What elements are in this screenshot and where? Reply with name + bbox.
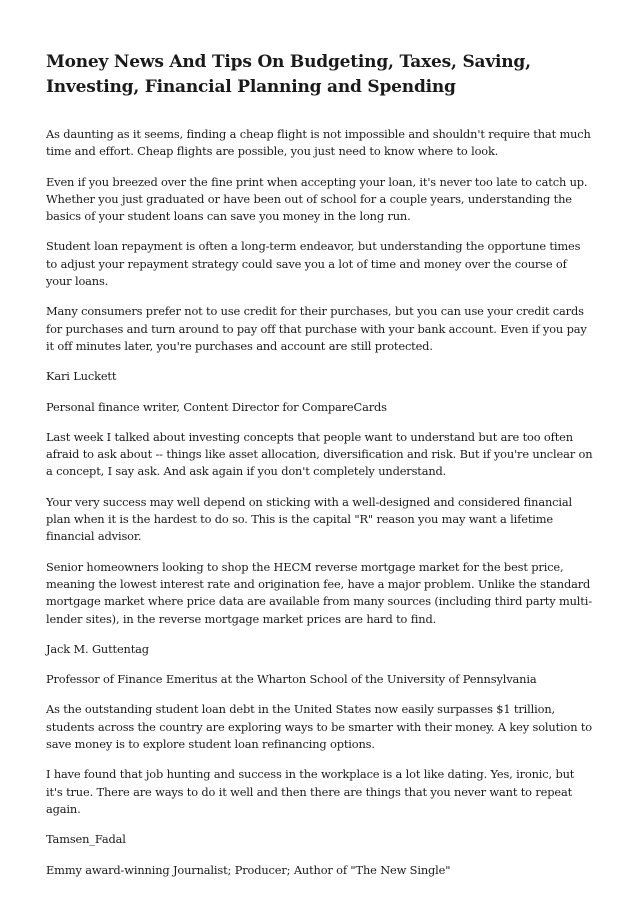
document-page [46, 50, 594, 892]
paragraph-job-hunting: I have found that job hunting and success in the workplace is a lot like dating. Yes, ironic, but it's true. There are ways to do it well and then there are things that you never want to repeat again. [46, 767, 575, 816]
paragraph-financial-plan: Your very success may well depend on sticking with a well-designed and considered financial plan when it is the hardest to do so. This is the capital "R" reason you may want a lifetime financial advisor. [46, 494, 572, 544]
paragraph-loan-refinancing: As the outstanding student loan debt in the United States now easily surpasses $1 trillion, students across the country are exploring ways to be smarter with their money. A key solution to save money is to explore student loan refinancing options. [46, 702, 593, 752]
author-name: Kari Luckett [46, 369, 117, 384]
author-name: Jack M. Guttentag [46, 641, 149, 656]
paragraph-repayment-strategy: Student loan repayment is often a long-term endeavor, but understanding the opportune times to adjust your repayment strategy could save you a lot of time and money over the course of your loans. [46, 239, 581, 289]
author-bio: Emmy award-winning Journalist; Producer; Author of "The New Single" [46, 862, 451, 877]
author-bio: Personal finance writer, Content Director for CompareCards [46, 399, 387, 414]
paragraph-cheap-flights: As daunting as it seems, finding a cheap flight is not impossible and shouldn't require that much time and effort. Cheap flights are possible, you just need to know where to look. [46, 127, 591, 159]
author-name: Tamsen_Fadal [46, 832, 126, 847]
author-bio: Professor of Finance Emeritus at the Wharton School of the University of Pennsylvania [46, 672, 537, 687]
document-title: Money News And Tips On Budgeting, Taxes, Saving, Investing, Financial Planning and Spending [46, 52, 531, 97]
paragraph-investing-concepts: Last week I talked about investing concepts that people want to understand but are too often afraid to ask about -- things like asset allocation, diversification and risk. But if you're unclear on a concept, I say ask. And ask again if you don't completely understand. [46, 429, 593, 479]
paragraph-student-loan-basics: Even if you breezed over the fine print when accepting your loan, it's never too late to catch up. Whether you just graduated or have been out of school for a couple years, understanding the basics of your student loans can save you money in the long run. [46, 174, 588, 224]
paragraph-reverse-mortgage: Senior homeowners looking to shop the HECM reverse mortgage market for the best price, meaning the lowest interest rate and origination fee, have a major problem. Unlike the standard mortgage market where price data are available from many sources (including third party multi-lender sites), in the reverse mortgage market prices are hard to find. [46, 559, 592, 626]
paragraph-credit-cards: Many consumers prefer not to use credit for their purchases, but you can use your credit cards for purchases and turn around to pay off that purchase with your bank account. Even if you pay it off minutes later, you're purchases and account are still protected. [46, 304, 587, 353]
